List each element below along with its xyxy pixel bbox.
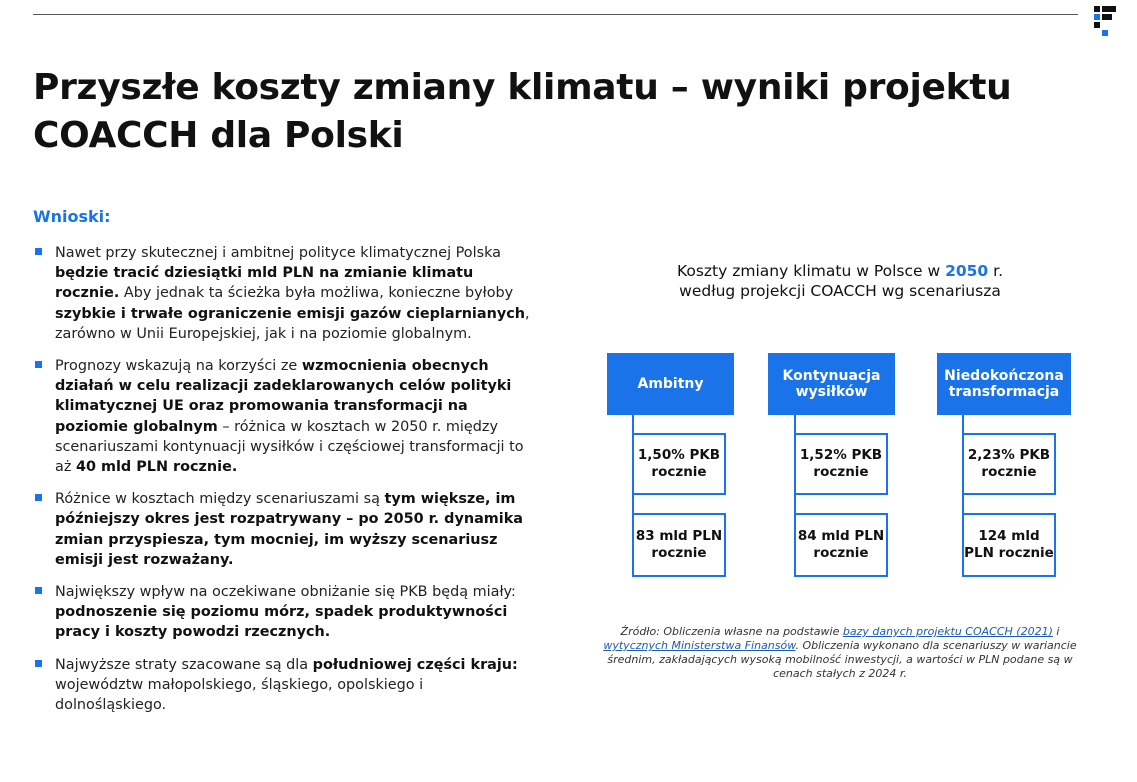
conclusion-item: [33, 243, 538, 344]
bold-text: szybkie i trwałe ograniczenie emisji gazów cieplarnianych: [55, 305, 525, 322]
text: Największy wpływ na oczekiwane obniżanie się PKB będą miały:: [55, 584, 516, 601]
gdp-share-box: 2,23% PKB rocznie: [962, 433, 1056, 495]
pln-cost-box: 83 mld PLN rocznie: [632, 513, 726, 577]
top-divider: [33, 14, 1078, 15]
gdp-share-box: 1,52% PKB rocznie: [794, 433, 888, 495]
diagram-title: Koszty zmiany klimatu w Polsce w 2050 r. według projekcji COACCH wg scenariusza: [676, 262, 1004, 300]
ministry-guidelines-link[interactable]: wytycznych Ministerstwa Finansów: [603, 639, 796, 652]
scenario-header: Kontynuacja wysiłków: [768, 353, 895, 415]
coacch-database-link[interactable]: bazy danych projektu COACCH (2021): [842, 625, 1053, 638]
bold-text: wzmocnienia obecnych działań w celu realizacji zadeklarowanych celów polityki klimatycznej UE oraz promowania transformacji na poziomie globalnym: [55, 358, 512, 435]
text: Aby jednak ta ścieżka była możliwa, konieczne byłoby: [119, 285, 514, 302]
conclusions-list: [33, 243, 538, 727]
page-title: Przyszłe koszty zmiany klimatu – wyniki projektu COACCH dla Polski: [33, 67, 1012, 156]
text: , zarówno w Unii Europejskiej, jak i na poziomie globalnym.: [55, 305, 530, 342]
bullet-square-icon: [35, 660, 42, 667]
text: Nawet przy skutecznej i ambitnej polityce klimatycznej Polska: [55, 245, 502, 261]
bold-text: będzie tracić dziesiątki mld PLN na zmianie klimatu rocznie.: [55, 265, 474, 302]
text: Najwyższe straty szacowane są dla: [55, 656, 313, 673]
gdp-share-box: 1,50% PKB rocznie: [632, 433, 726, 495]
conclusion-item: [33, 655, 538, 716]
text: Różnice w kosztach między scenariuszami są: [55, 491, 385, 508]
bullet-square-icon: [35, 587, 42, 594]
conclusion-item: [33, 582, 538, 643]
conclusion-item: [33, 489, 538, 570]
text: Prognozy wskazują na korzyści ze: [55, 358, 302, 375]
pln-cost-box: 84 mld PLN rocznie: [794, 513, 888, 577]
bold-text: podnoszenie się poziomu mórz, spadek produktywności pracy i koszty powodzi rzecznych.: [55, 604, 508, 641]
bullet-square-icon: [35, 494, 42, 501]
bullet-square-icon: [35, 248, 42, 255]
text: województw małopolskiego, śląskiego, opolskiego i dolnośląskiego.: [55, 676, 424, 714]
pln-cost-box: 124 mld PLN rocznie: [962, 513, 1056, 577]
conclusion-item: [33, 356, 538, 477]
bullet-square-icon: [35, 361, 42, 368]
brand-logo: [1094, 6, 1116, 36]
section-label: Wnioski:: [33, 207, 111, 226]
bold-text: południowej części kraju:: [312, 656, 518, 673]
bold-text: 40 mld PLN rocznie.: [75, 459, 238, 476]
bold-text: tym większe, im późniejszy okres jest rozpatrywany – po 2050 r. dynamika zmian przyspiesza, tym mocniej, im wyższy scenariusz emisji jest rozważany.: [55, 491, 524, 568]
text: – różnica w kosztach w 2050 r. między scenariuszami kontynuacji wysiłków i częściowej transformacji to aż: [55, 418, 524, 476]
scenario-header: Niedokończona transformacja: [937, 353, 1071, 415]
scenario-header: Ambitny: [607, 353, 734, 415]
source-note: Źródło: Obliczenia własne na podstawie bazy danych projektu COACCH (2021) i wytycznych Ministerstwa Finansów. Obliczenia wykonano dla scenariuszy w wariancie średnim, zakładających wysoką mobilność inwestycji, a wartości w PLN podane są w cenach stałych z 2024 r.: [603, 625, 1077, 680]
